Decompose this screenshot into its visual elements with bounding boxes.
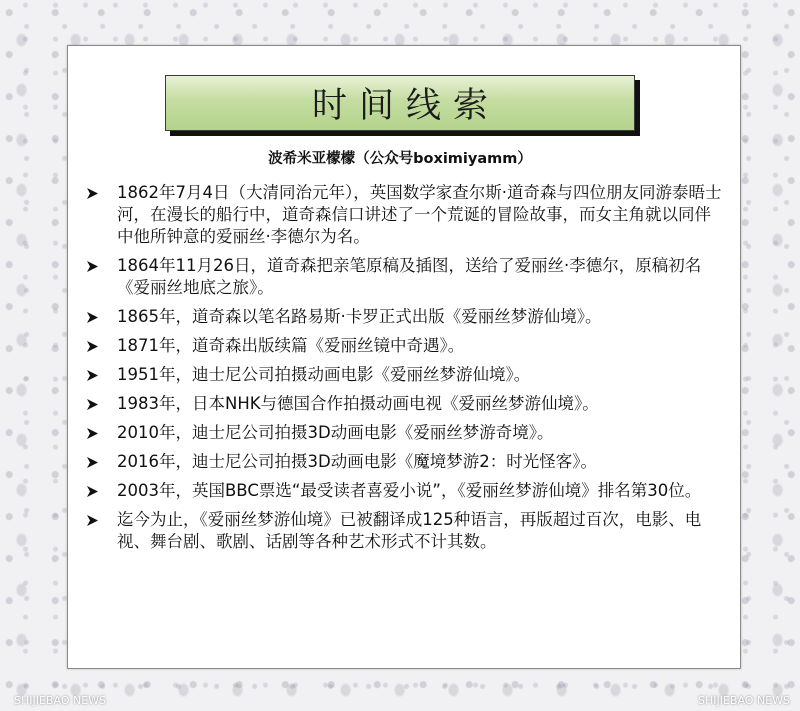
timeline-entry-text: 1871年，道奇森出版续篇《爱丽丝镜中奇遇》。 <box>117 336 465 355</box>
arrowhead-bullet-icon <box>86 398 99 411</box>
author-subtitle: 波希米亚檬檬（公众号boximiyamm） <box>268 151 532 167</box>
timeline-entry-text: 2010年，迪士尼公司拍摄3D动画电影《爱丽丝梦游奇境》。 <box>117 423 554 442</box>
timeline-entry <box>86 255 726 299</box>
arrowhead-bullet-icon <box>86 260 99 273</box>
arrowhead-bullet-icon <box>86 485 99 498</box>
timeline-entry-text: 1951年，迪士尼公司拍摄动画电影《爱丽丝梦游仙境》。 <box>117 365 531 384</box>
watermark-bottom-left: SHIJIEBAO NEWS <box>14 694 107 707</box>
timeline-entry <box>86 422 726 444</box>
timeline-entry-text: 迄今为止，《爱丽丝梦游仙境》已被翻译成125种语言，再版超过百次，电影、电视、舞台剧、歌剧、话剧等各种艺术形式不计其数。 <box>117 510 702 551</box>
timeline-entry-text: 1865年，道奇森以笔名路易斯·卡罗正式出版《爱丽丝梦游仙境》。 <box>117 307 602 326</box>
timeline-entry <box>86 393 726 415</box>
arrowhead-bullet-icon <box>86 340 99 353</box>
timeline-entry-text: 1983年，日本NHK与德国合作拍摄动画电视《爱丽丝梦游仙境》。 <box>117 394 599 413</box>
timeline-entry-text: 2016年，迪士尼公司拍摄3D动画电影《魔境梦游2：时光怪客》。 <box>117 452 597 471</box>
page-title: 时间线索 <box>311 86 500 126</box>
timeline-entry <box>86 451 726 473</box>
arrowhead-bullet-icon <box>86 311 99 324</box>
timeline-entry <box>86 306 726 328</box>
timeline-entry-text: 2003年，英国BBC票选“最受读者喜爱小说”，《爱丽丝梦游仙境》排名第30位。 <box>117 481 702 500</box>
arrowhead-bullet-icon <box>86 456 99 469</box>
watermark-bottom-right: SHIJIEBAO NEWS <box>697 694 790 707</box>
arrowhead-bullet-icon <box>86 187 99 200</box>
arrowhead-bullet-icon <box>86 369 99 382</box>
timeline-entry <box>86 480 726 502</box>
timeline-entry <box>86 509 726 553</box>
timeline-list <box>86 182 726 560</box>
arrowhead-bullet-icon <box>86 427 99 440</box>
timeline-entry-text: 1864年11月26日，道奇森把亲笔原稿及插图，送给了爱丽丝·李德尔，原稿初名《爱丽丝地底之旅》。 <box>117 256 702 297</box>
title-banner <box>165 75 635 131</box>
timeline-entry <box>86 182 726 248</box>
timeline-entry <box>86 335 726 357</box>
arrowhead-bullet-icon <box>86 514 99 527</box>
timeline-entry <box>86 364 726 386</box>
timeline-entry-text: 1862年7月4日（大清同治元年），英国数学家查尔斯·道奇森与四位朋友同游泰晤士河，在漫长的船行中，道奇森信口讲述了一个荒诞的冒险故事，而女主角就以同伴中他所钟意的爱丽丝·李德尔为名。 <box>117 183 722 246</box>
